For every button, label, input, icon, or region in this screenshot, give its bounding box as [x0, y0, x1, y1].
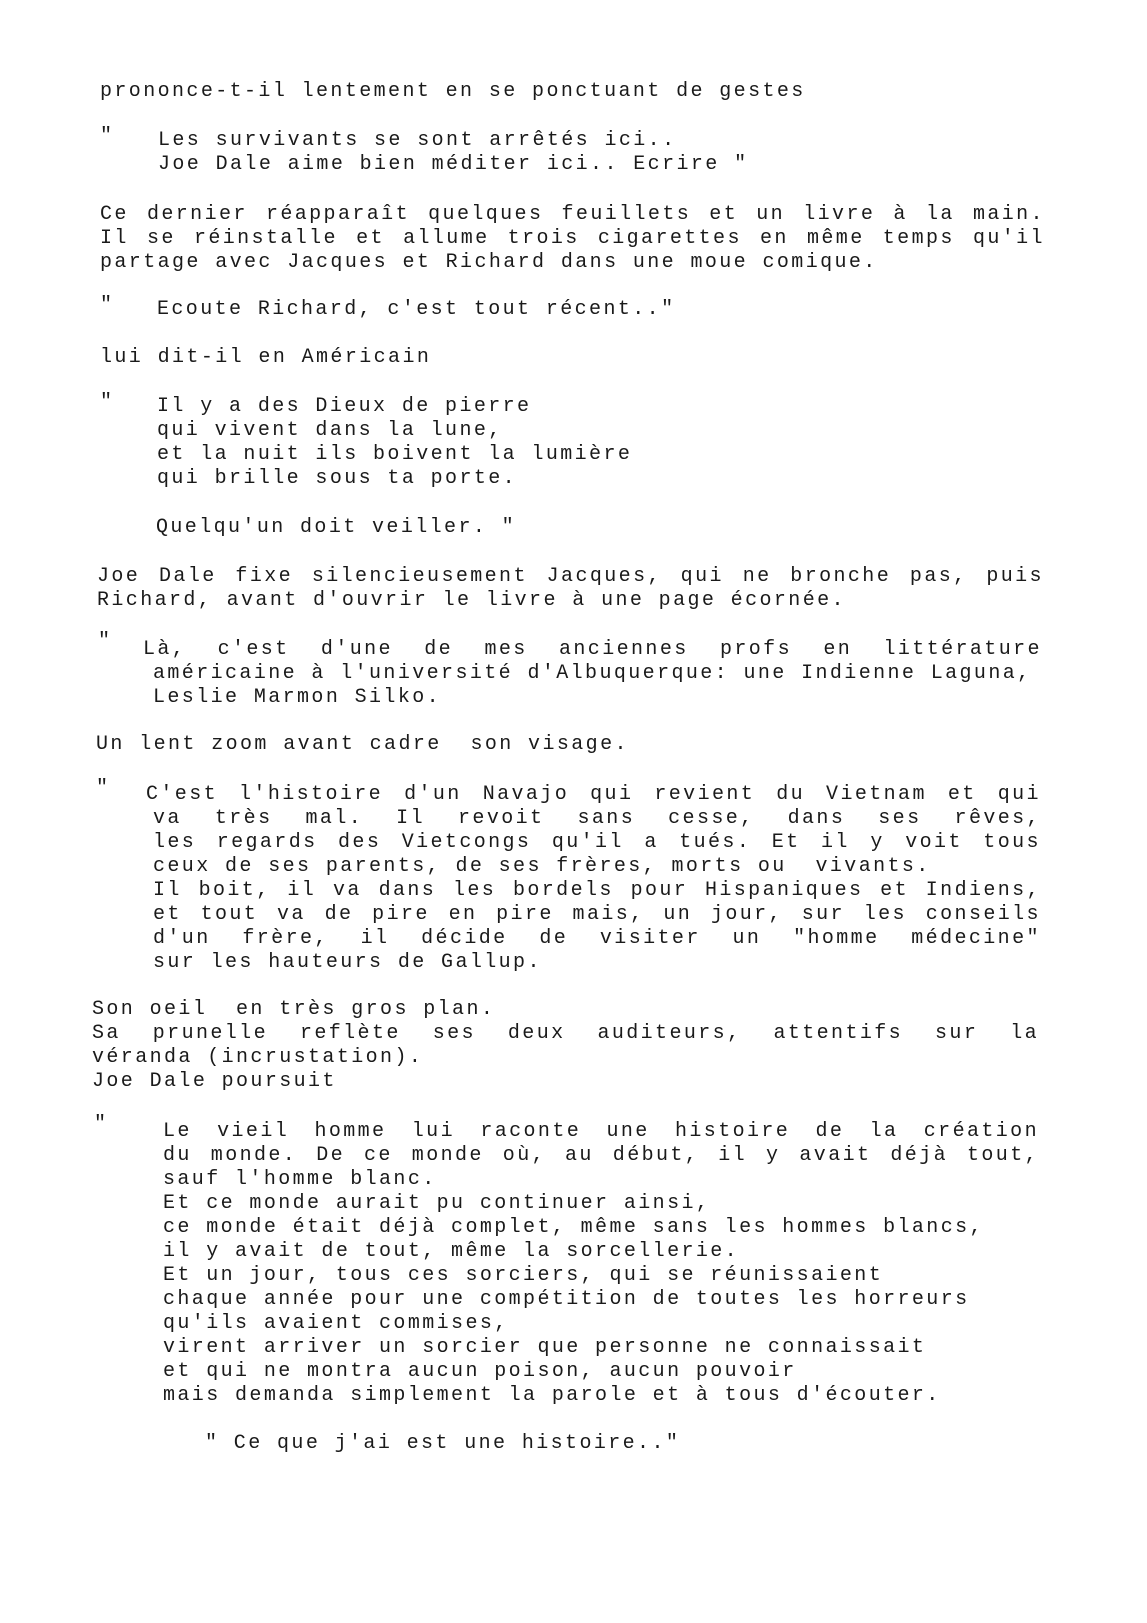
word: cesse, — [668, 807, 755, 830]
word: ce — [364, 1144, 393, 1167]
word: d'une — [320, 638, 393, 661]
word: littérature — [883, 638, 1042, 661]
word: puis — [986, 565, 1044, 588]
word: une — [606, 1120, 650, 1143]
word: Hispaniques — [704, 879, 864, 902]
quote-line: sur les hauteurs de Gallup. — [153, 951, 542, 974]
word: Navajo — [482, 783, 570, 806]
word: Il — [100, 227, 129, 250]
word: Ce — [100, 203, 129, 226]
word: il — [360, 927, 390, 950]
word: monde. — [210, 1144, 298, 1167]
word: main. — [972, 203, 1045, 226]
word: de — [539, 927, 569, 950]
word: ne — [742, 565, 772, 588]
paragraph-line: Son oeil en très gros plan. — [92, 998, 496, 1021]
word: très — [214, 807, 273, 830]
word: en — [823, 638, 853, 661]
word: pire — [372, 903, 430, 926]
word: voit — [905, 831, 963, 854]
quote-mark: " — [98, 630, 113, 653]
paragraph-line — [100, 203, 1045, 227]
paragraph-line — [100, 227, 1045, 251]
word: pire — [496, 903, 554, 926]
word: histoire — [674, 1120, 791, 1143]
word: réapparaît — [265, 203, 410, 226]
paragraph-line: Joe Dale poursuit — [92, 1070, 337, 1093]
word: Là, — [143, 638, 187, 661]
word: sur — [935, 1022, 979, 1045]
quote-line: qu'ils avaient commises, — [163, 1312, 509, 1335]
word: prunelle — [152, 1022, 268, 1045]
word: Vietnam — [826, 783, 927, 806]
poem-line: Il y a des Dieux de pierre — [157, 395, 532, 418]
quote-mark: " — [96, 777, 111, 800]
word: dernier — [146, 203, 248, 226]
word: rêves, — [954, 807, 1041, 830]
word: de — [424, 638, 454, 661]
word: bronche — [790, 565, 892, 588]
paragraph-line: Richard, avant d'ouvrir le livre à une page écornée. — [97, 589, 846, 612]
quote-line: Et un jour, tous ces sorciers, qui se réunissaient — [163, 1264, 884, 1287]
quote-line: Joe Dale aime bien méditer ici.. Ecrire " — [158, 153, 749, 176]
word: mais, — [572, 903, 645, 926]
quote-line: ce monde était déjà complet, même sans les hommes blancs, — [163, 1216, 984, 1239]
poem-line: qui brille sous ta porte. — [157, 467, 518, 490]
word: anciennes — [559, 638, 689, 661]
word: qui — [680, 565, 724, 588]
quote-line — [163, 1120, 1039, 1144]
word: qu'il — [551, 831, 624, 854]
word: réinstalle — [193, 227, 338, 250]
word: cigarettes — [597, 227, 742, 250]
word: monde — [411, 1144, 484, 1167]
word: un — [663, 903, 693, 926]
word: vieil — [217, 1120, 290, 1143]
word: lui — [411, 1120, 455, 1143]
word: pour — [630, 879, 689, 902]
word: il — [287, 879, 317, 902]
word: regards — [216, 831, 318, 854]
word: des — [338, 831, 382, 854]
word: tout, — [966, 1144, 1039, 1167]
quote-line: ceux de ses parents, de ses frères, morts ou vivants. — [153, 855, 931, 878]
quote-line: et qui ne montra aucun poison, aucun pouvoir — [163, 1360, 797, 1383]
word: visiter — [599, 927, 701, 950]
word: les — [153, 831, 197, 854]
word: la — [925, 203, 955, 226]
quote-line — [153, 903, 1041, 927]
word: où, — [502, 1144, 547, 1167]
quote-line — [153, 927, 1041, 951]
word: qui — [590, 783, 634, 806]
word: revient — [654, 783, 756, 806]
quote-line: mais demanda simplement la parole et à tous d'écouter. — [163, 1384, 941, 1407]
word: revoit — [458, 807, 545, 830]
quote-line: Ecoute Richard, c'est tout récent.." — [157, 298, 676, 321]
word: boit, — [198, 879, 271, 902]
word: sans — [577, 807, 636, 830]
word: va — [332, 879, 362, 902]
word: attentifs — [773, 1022, 904, 1045]
word: qui — [997, 783, 1041, 806]
quote-line: Leslie Marmon Silko. — [153, 686, 442, 709]
word: il — [718, 1144, 748, 1167]
word: allume — [403, 227, 490, 250]
word: mes — [484, 638, 528, 661]
word: d'un — [404, 783, 462, 806]
poem-closing-line: Quelqu'un doit veiller. " — [156, 516, 517, 539]
word: Sa — [92, 1022, 121, 1045]
word: jour, — [710, 903, 783, 926]
poem-line: et la nuit ils boivent la lumière — [157, 443, 633, 466]
word: et — [709, 203, 739, 226]
word: auditeurs, — [597, 1022, 742, 1045]
word: Dale — [159, 565, 217, 588]
word: création — [923, 1120, 1039, 1143]
word: ses — [878, 807, 922, 830]
word: l'histoire — [239, 783, 384, 806]
quote-line — [163, 1144, 1039, 1168]
paragraph-line — [97, 565, 1044, 589]
final-quote-line: " Ce que j'ai est une histoire.." — [205, 1432, 681, 1455]
word: la — [869, 1120, 899, 1143]
word: tués. — [679, 831, 752, 854]
word: il — [821, 831, 850, 854]
word: Il — [153, 879, 182, 902]
word: Il — [396, 807, 425, 830]
word: même — [807, 227, 865, 250]
word: y — [766, 1144, 781, 1167]
word: d'un — [153, 927, 211, 950]
narration-line: Un lent zoom avant cadre son visage. — [96, 733, 629, 756]
quote-mark: " — [100, 294, 115, 317]
quote-line: sauf l'homme blanc. — [163, 1168, 437, 1191]
quote-line — [153, 879, 1041, 903]
word: a — [644, 831, 659, 854]
word: les — [452, 879, 497, 902]
paragraph-line — [92, 1022, 1039, 1046]
word: bordels — [512, 879, 614, 902]
word: sur — [801, 903, 845, 926]
quote-mark: " — [100, 125, 115, 148]
word: en — [760, 227, 789, 250]
word: trois — [507, 227, 580, 250]
quote-line: Et ce monde aurait pu continuer ainsi, — [163, 1192, 711, 1215]
word: un — [756, 203, 786, 226]
quote-line — [143, 638, 1042, 662]
word: homme — [314, 1120, 387, 1143]
word: médecine" — [911, 927, 1041, 950]
quote-line: américaine à l'université d'Albuquerque: une Indienne Laguna, — [153, 662, 1032, 685]
word: se — [146, 227, 176, 250]
word: C'est — [146, 783, 219, 806]
word: déjà — [890, 1144, 948, 1167]
word: livre — [803, 203, 876, 226]
word: les — [863, 903, 907, 926]
quote-line: il y avait de tout, même la sorcellerie. — [163, 1240, 740, 1263]
word: y — [870, 831, 885, 854]
paragraph-line: partage avec Jacques et Richard dans une moue comique. — [100, 251, 878, 274]
quote-line — [146, 783, 1041, 807]
poem-line: qui vivent dans la lune, — [157, 419, 503, 442]
word: profs — [719, 638, 792, 661]
narration-line: lui dit-il en Américain — [100, 346, 432, 369]
word: deux — [507, 1022, 566, 1045]
opening-line: prononce-t-il lentement en se ponctuant de gestes — [100, 80, 806, 103]
word: Le — [163, 1120, 192, 1143]
quote-mark: " — [94, 1113, 109, 1136]
word: décide — [421, 927, 508, 950]
word: de — [324, 903, 354, 926]
word: Et — [771, 831, 801, 854]
word: avait — [799, 1144, 872, 1167]
word: du — [163, 1144, 192, 1167]
quote-line — [153, 807, 1041, 831]
word: feuillets — [561, 203, 692, 226]
quote-mark: " — [100, 391, 115, 414]
word: dans — [787, 807, 846, 830]
word: silencieusement — [311, 565, 528, 588]
word: dans — [378, 879, 437, 902]
word: "homme — [793, 927, 880, 950]
word: De — [316, 1144, 346, 1167]
word: conseils — [925, 903, 1041, 926]
word: fixe — [235, 565, 294, 588]
quote-line — [153, 831, 1041, 855]
word: Jacques, — [546, 565, 662, 588]
word: Indiens, — [925, 879, 1041, 902]
word: et — [880, 879, 909, 902]
word: temps — [882, 227, 955, 250]
word: tous — [983, 831, 1041, 854]
word: de — [815, 1120, 845, 1143]
word: mal. — [305, 807, 364, 830]
paragraph-line: véranda (incrustation). — [92, 1046, 424, 1069]
quote-line: virent arriver un sorcier que personne ne connaissait — [163, 1336, 927, 1359]
quote-line: chaque année pour une compétition de toutes les horreurs — [163, 1288, 970, 1311]
word: début, — [612, 1144, 700, 1167]
word: Vietcongs — [401, 831, 532, 854]
word: et — [153, 903, 182, 926]
word: reflète — [299, 1022, 401, 1045]
word: ses — [432, 1022, 476, 1045]
word: du — [776, 783, 806, 806]
word: va — [276, 903, 306, 926]
word: qu'il — [972, 227, 1045, 250]
quote-line: Les survivants se sont arrêtés ici.. — [158, 129, 677, 152]
word: et — [356, 227, 385, 250]
word: tout — [200, 903, 259, 926]
word: pas, — [909, 565, 968, 588]
word: quelques — [428, 203, 544, 226]
word: Joe — [97, 565, 141, 588]
word: la — [1010, 1022, 1039, 1045]
word: au — [565, 1144, 594, 1167]
word: à — [893, 203, 908, 226]
word: en — [448, 903, 478, 926]
word: va — [153, 807, 182, 830]
word: frère, — [242, 927, 329, 950]
word: et — [947, 783, 977, 806]
word: c'est — [217, 638, 290, 661]
word: raconte — [480, 1120, 582, 1143]
word: un — [732, 927, 762, 950]
